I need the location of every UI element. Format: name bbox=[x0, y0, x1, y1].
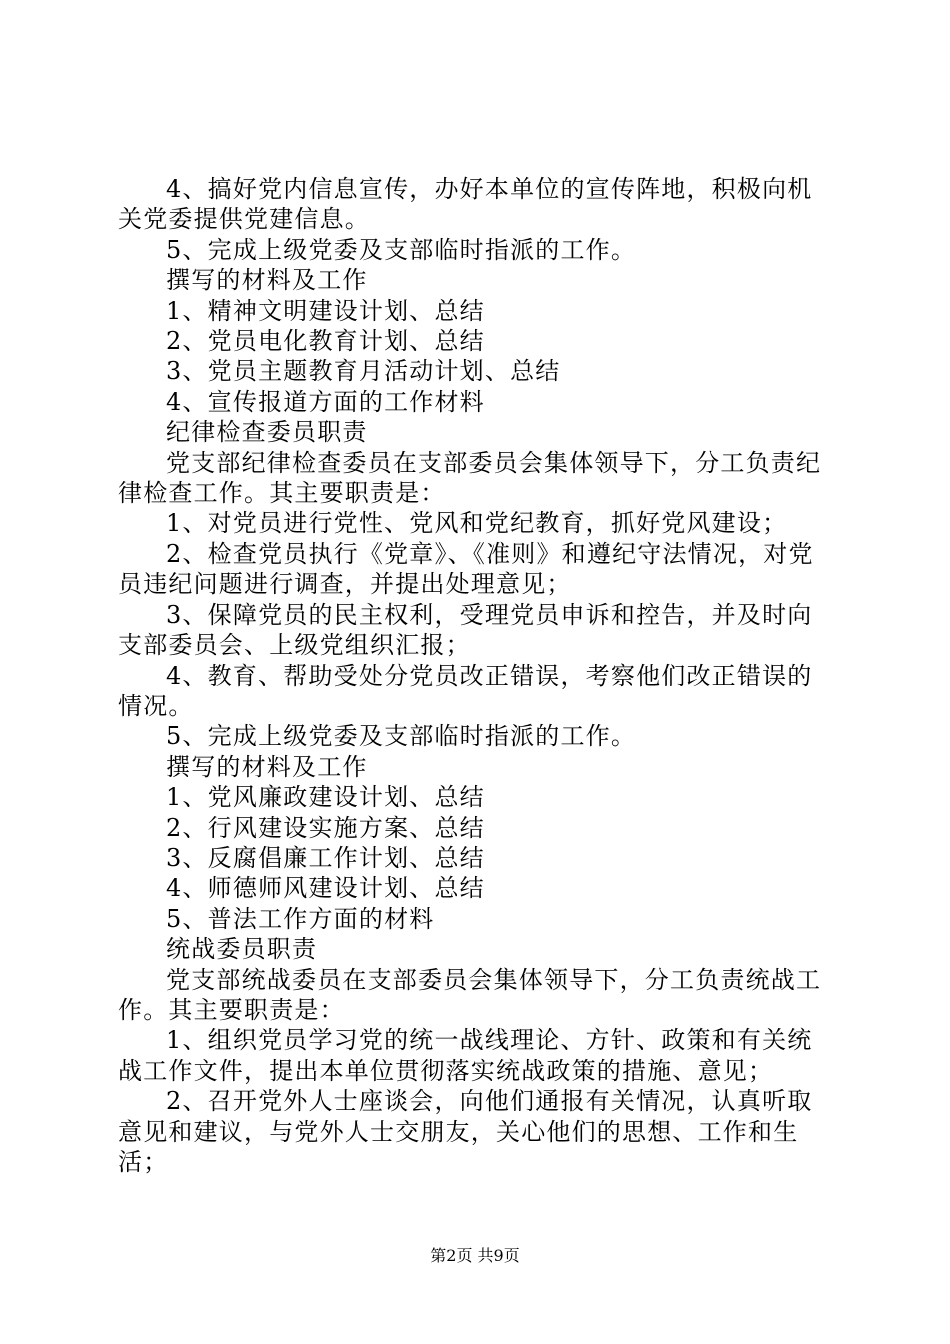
section-heading: 撰写的材料及工作 bbox=[166, 266, 368, 295]
paragraph: 2、召开党外人士座谈会，向他们通报有关情况，认真听取意见和建议，与党外人士交朋友，关心他们的思想、工作和生活； bbox=[118, 1087, 813, 1176]
section-heading: 撰写的材料及工作 bbox=[166, 752, 368, 781]
section-heading: 纪律检查委员职责 bbox=[166, 418, 368, 447]
paragraph: 3、保障党员的民主权利，受理党员申诉和控告，并及时向支部委员会、上级党组织汇报； bbox=[118, 600, 813, 660]
paragraph: 1、组织党员学习党的统一战线理论、方针、政策和有关统战工作文件，提出本单位贯彻落实统战政策的措施、意见； bbox=[118, 1026, 813, 1085]
paragraph: 5、完成上级党委及支部临时指派的工作。 bbox=[166, 235, 637, 264]
list-item: 4、宣传报道方面的工作材料 bbox=[166, 387, 485, 416]
paragraph: 2、检查党员执行《党章》、《准则》和遵纪守法情况，对党员违纪问题进行调查，并提出处理意见； bbox=[118, 539, 814, 599]
section-heading: 统战委员职责 bbox=[166, 935, 318, 964]
list-item: 3、党员主题教育月活动计划、总结 bbox=[166, 357, 561, 386]
document-body bbox=[118, 174, 834, 1177]
paragraph: 4、搞好党内信息宣传，办好本单位的宣传阵地，积极向机关党委提供党建信息。 bbox=[118, 175, 813, 234]
list-item: 3、反腐倡廉工作计划、总结 bbox=[166, 843, 485, 872]
list-item: 5、普法工作方面的材料 bbox=[166, 904, 435, 933]
paragraph: 党支部统战委员在支部委员会集体领导下，分工负责统战工作。其主要职责是： bbox=[118, 965, 822, 1024]
list-item: 2、党员电化教育计划、总结 bbox=[166, 327, 485, 356]
page-number-footer: 第2页 共9页 bbox=[430, 1246, 520, 1265]
list-item: 2、行风建设实施方案、总结 bbox=[166, 813, 485, 842]
list-item: 1、精神文明建设计划、总结 bbox=[166, 296, 485, 325]
paragraph: 4、教育、帮助受处分党员改正错误，考察他们改正错误的情况。 bbox=[118, 661, 813, 720]
list-item: 1、党风廉政建设计划、总结 bbox=[166, 783, 485, 812]
list-item: 4、师德师风建设计划、总结 bbox=[166, 874, 485, 903]
paragraph: 党支部纪律检查委员在支部委员会集体领导下，分工负责纪律检查工作。其主要职责是： bbox=[118, 448, 822, 508]
paragraph: 1、对党员进行党性、党风和党纪教育，抓好党风建设； bbox=[166, 509, 788, 538]
paragraph: 5、完成上级党委及支部临时指派的工作。 bbox=[166, 722, 637, 751]
